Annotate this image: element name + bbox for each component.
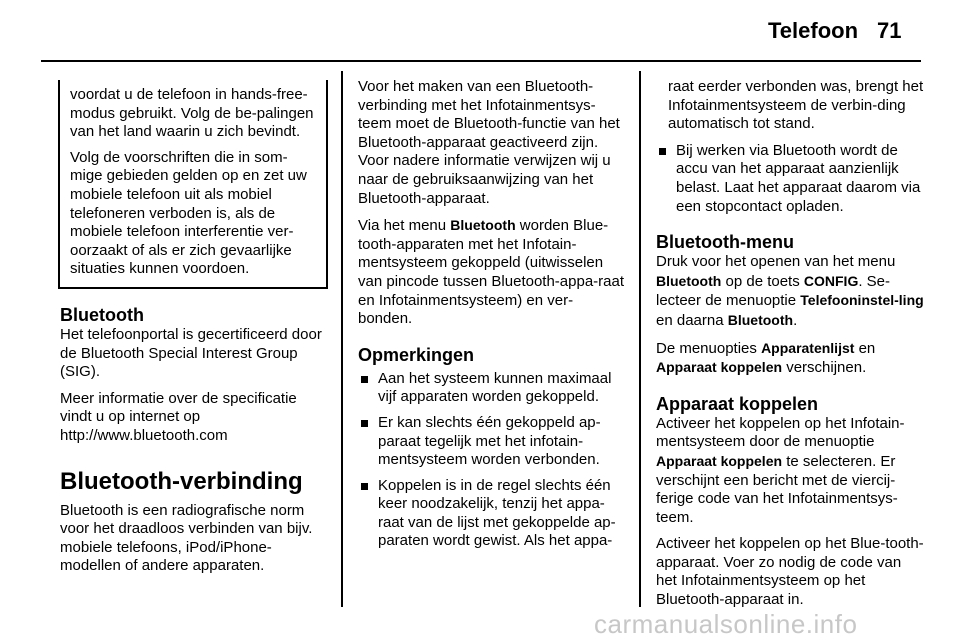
menu-keyword: Bluetooth <box>450 217 516 234</box>
text-run: Druk voor het openen van het menu <box>656 253 896 271</box>
text-run: te selecteren. Er verschijnt een bericht met de viercij-ferige code van het Infotainmentsys-teem. <box>656 452 898 526</box>
continued-paragraph: raat eerder verbonden was, brengt het Infotainmentsysteem de verbin-ding automatisch tot stand. <box>668 78 924 133</box>
column-divider-1 <box>341 71 343 607</box>
header-rule <box>41 60 921 62</box>
body-paragraph: Voor het maken van een Bluetooth-verbinding met het Infotainmentsys-teem moet de Bluetooth-functie van het Bluetooth-apparaat geactiveerd zijn. Voor nadere informatie verwijzen wij u naar de gebruiksaanwijzing van het Bluetooth-apparaat. <box>358 78 620 207</box>
note-paragraph: voordat u de telefoon in hands-free-modus gebruikt. Volg de be-palingen van het land waarin u zich bevindt. <box>70 86 314 141</box>
section-heading-apparaat-koppelen: Apparaat koppelen <box>656 393 819 414</box>
body-paragraph: Bluetooth is een radiografische norm voor het draadloos verbinden van bijv. mobiele telefoons, iPod/iPhone-modellen of andere apparaten. <box>60 501 313 575</box>
url-text: http://www.bluetooth.com <box>60 426 228 444</box>
note-paragraph: Volg de voorschriften die in som-mige gebieden gelden op en zet uw mobiele telefoon uit als mobiel telefoneren verboden is, als de mobiele telefoon interferentie ver-oorzaakt of als er zich gevaarlijke situaties kunnen voordoen. <box>70 148 307 278</box>
section-heading-bluetooth-menu: Bluetooth-menu <box>656 232 794 253</box>
list-item: Bij werken via Bluetooth wordt de accu van het apparaat aanzienlijk belast. Laat het apparaat daarom via een stopcontact opladen. <box>656 142 926 216</box>
column-1 <box>60 80 328 584</box>
page-number: 71 <box>877 18 902 43</box>
caution-note-box <box>58 80 328 289</box>
notes-list <box>358 370 624 551</box>
page-section-title: Telefoon <box>768 18 859 43</box>
body-paragraph <box>656 415 926 528</box>
text-run: Meer informatie over de specificatie vindt u op internet op <box>60 389 297 426</box>
text-run: . Se-lecteer de menuoptie <box>656 272 891 310</box>
section-heading-opmerkingen: Opmerkingen <box>358 344 475 365</box>
text-run: Via het menu <box>358 217 451 235</box>
body-paragraph <box>656 253 926 330</box>
menu-keyword: Apparaat koppelen <box>656 359 783 376</box>
body-paragraph <box>60 390 328 446</box>
menu-keyword: Telefooninstel-ling <box>800 292 924 309</box>
menu-keyword: Apparaat koppelen <box>656 452 783 469</box>
text-run: en <box>854 339 876 357</box>
list-item: Aan het systeem kunnen maximaal vijf apparaten worden gekoppeld. <box>358 370 624 407</box>
body-paragraph: Activeer het koppelen op het Blue-tooth-apparaat. Voer zo nodig de code van het Infotainmentsysteem op het Bluetooth-apparaat in. <box>656 535 924 609</box>
menu-keyword: Bluetooth <box>727 311 794 328</box>
column-divider-2 <box>639 71 641 607</box>
list-item: Er kan slechts één gekoppeld ap-paraat tegelijk met het infotain-mentsysteem worden verbonden. <box>358 414 624 470</box>
body-paragraph <box>358 216 624 329</box>
text-run: worden Blue-tooth-apparaten met het Infotain-mentsysteem gekoppeld (uitwisselen van pincode tussen Bluetooth-appa-raat en Infotainmentsysteem) en ver-bonden. <box>358 217 625 328</box>
section-heading-bluetooth-verbinding: Bluetooth-verbinding <box>60 467 303 495</box>
menu-keyword: Apparatenlijst <box>761 339 855 356</box>
text-run: en daarna <box>656 311 728 329</box>
body-paragraph: Het telefoonportal is gecertificeerd door de Bluetooth Special Interest Group (SIG). <box>60 325 322 381</box>
text-run: verschijnen. <box>782 359 867 377</box>
text-run: op de toets <box>721 272 804 290</box>
menu-keyword: Bluetooth <box>656 272 722 289</box>
text-run: Activeer het koppelen op het Infotain-mentsysteem door de menuoptie <box>656 414 905 451</box>
body-paragraph <box>656 339 926 378</box>
column-3 <box>656 78 926 618</box>
section-heading-bluetooth: Bluetooth <box>60 304 144 325</box>
column-2 <box>358 78 624 558</box>
notes-list <box>656 142 926 216</box>
text-run: . <box>793 311 798 329</box>
button-keyword: CONFIG <box>803 272 859 289</box>
text-run: De menuopties <box>656 339 762 357</box>
list-item: Koppelen is in de regel slechts één keer noodzakelijk, tenzij het appa-raat van de lijst met gekoppelde ap-paraten wordt gewist. Als het appa- <box>358 477 624 551</box>
watermark: carmanualsonline.info <box>594 609 858 639</box>
